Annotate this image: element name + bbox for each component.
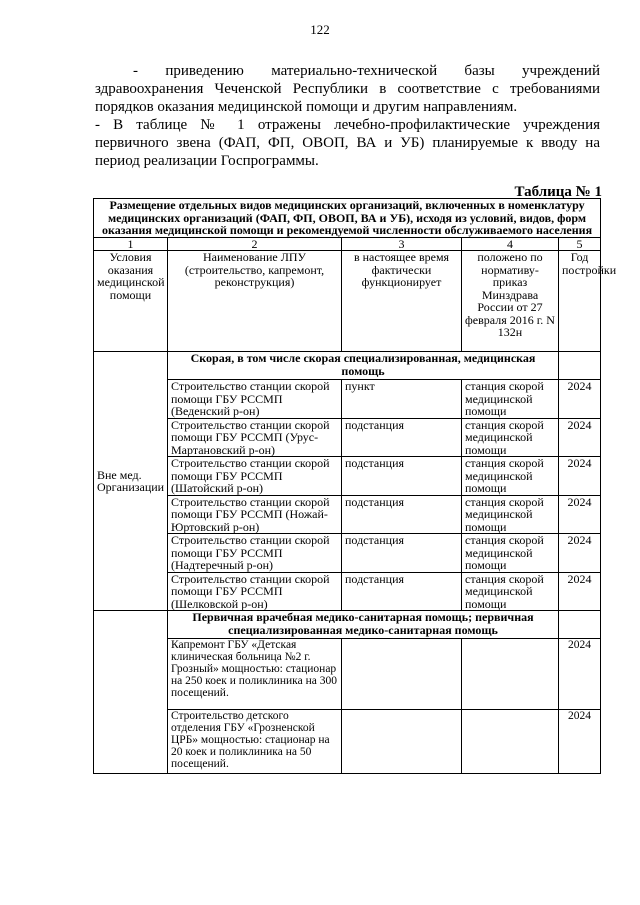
intro-paragraph-2: - В таблице № 1 отражены лечебно-профилактические учреждения первичного звена (ФАП, ФП, ОВОП, ВА и УБ) планируемые к вводу на период реализации Госпрограммы. [95,117,600,169]
row-current [342,639,462,710]
column-header-conditions: Условия оказания медицинской помощи [94,251,168,352]
row-current: пункт [342,380,462,419]
row-current: подстанция [342,418,462,457]
row-name: Капремонт ГБУ «Детская клиническая больница №2 г. Грозный» мощностью: стационар на 250 коек и поликлиника на 300 посещений. [168,639,342,710]
intro-paragraph-1: - приведению материально-технической базы учреждений здравоохранения Чеченской Республики в соответствие с требованиями порядков оказания медицинской помощи и другим направлениям. [95,63,600,115]
section-title: Скорая, в том числе скорая специализированная, медицинская помощь [168,352,559,380]
row-year: 2024 [559,418,601,457]
row-name: Строительство станции скорой помощи ГБУ РССМП (Веденский р-он) [168,380,342,419]
facilities-table [93,198,617,774]
column-number: 2 [168,237,342,251]
row-year: 2024 [559,457,601,496]
row-current: подстанция [342,495,462,534]
column-header-row [94,251,601,352]
row-year: 2024 [559,495,601,534]
column-header-name: Наименование ЛПУ (строительство, капремонт, реконструкция) [168,251,342,352]
row-name: Строительство станции скорой помощи ГБУ РССМП (Надтеречный р-он) [168,534,342,573]
row-norm: станция скорой медицинской помощи [462,572,559,611]
row-norm: станция скорой медицинской помощи [462,495,559,534]
row-current: подстанция [342,572,462,611]
page-number: 122 [310,22,330,37]
section-title: Первичная врачебная медико-санитарная помощь; первичная специализированная медико-санитарная помощь [168,611,559,639]
row-year: 2024 [559,639,601,710]
row-name: Строительство станции скорой помощи ГБУ РССМП (Ножай-Юртовский р-он) [168,495,342,534]
column-number: 4 [462,237,559,251]
row-name: Строительство станции скорой помощи ГБУ РССМП (Шатойский р-он) [168,457,342,496]
row-current: подстанция [342,534,462,573]
table-row [94,639,601,710]
column-header-year: Год постройки [559,251,601,352]
row-name: Строительство станции скорой помощи ГБУ РССМП (Шелковской р-он) [168,572,342,611]
row-norm: станция скорой медицинской помощи [462,457,559,496]
column-header-norm: положено по нормативу-приказ Минздрава России от 27 февраля 2016 г. N 132н [462,251,559,352]
column-number-row [94,237,601,251]
row-norm: станция скорой медицинской помощи [462,418,559,457]
table-row [94,710,601,774]
group-label-cell [94,352,168,611]
table-row [94,457,601,496]
row-current [342,710,462,774]
row-name: Строительство станции скорой помощи ГБУ РССМП (Урус-Мартановский р-он) [168,418,342,457]
table-row [94,572,601,611]
row-year: 2024 [559,534,601,573]
table-header: Размещение отдельных видов медицинских организаций, включенных в номенклатуру медицинских организаций (ФАП, ФП, ОВОП, ВА и УБ), исходя из условий, видов, форм оказания медицинской помощи и рекомендуемой численности обслуживаемого населения [94,199,601,238]
column-number: 1 [94,237,168,251]
row-norm: станция скорой медицинской помощи [462,534,559,573]
row-norm: станция скорой медицинской помощи [462,380,559,419]
row-year: 2024 [559,380,601,419]
row-name: Строительство детского отделения ГБУ «Грозненской ЦРБ» мощностью: стационар на 20 коек и поликлиника на 50 посещений. [168,710,342,774]
group-label: Вне мед. Организации [97,467,165,494]
row-norm [462,639,559,710]
column-number: 5 [559,237,601,251]
column-number: 3 [342,237,462,251]
table-caption: Таблица № 1 [514,184,602,200]
table-row [94,418,601,457]
column-header-current: в настоящее время фактически функционирует [342,251,462,352]
row-year: 2024 [559,710,601,774]
table-row [94,495,601,534]
row-norm [462,710,559,774]
table-row [94,380,601,419]
row-current: подстанция [342,457,462,496]
table-row [94,534,601,573]
row-year: 2024 [559,572,601,611]
